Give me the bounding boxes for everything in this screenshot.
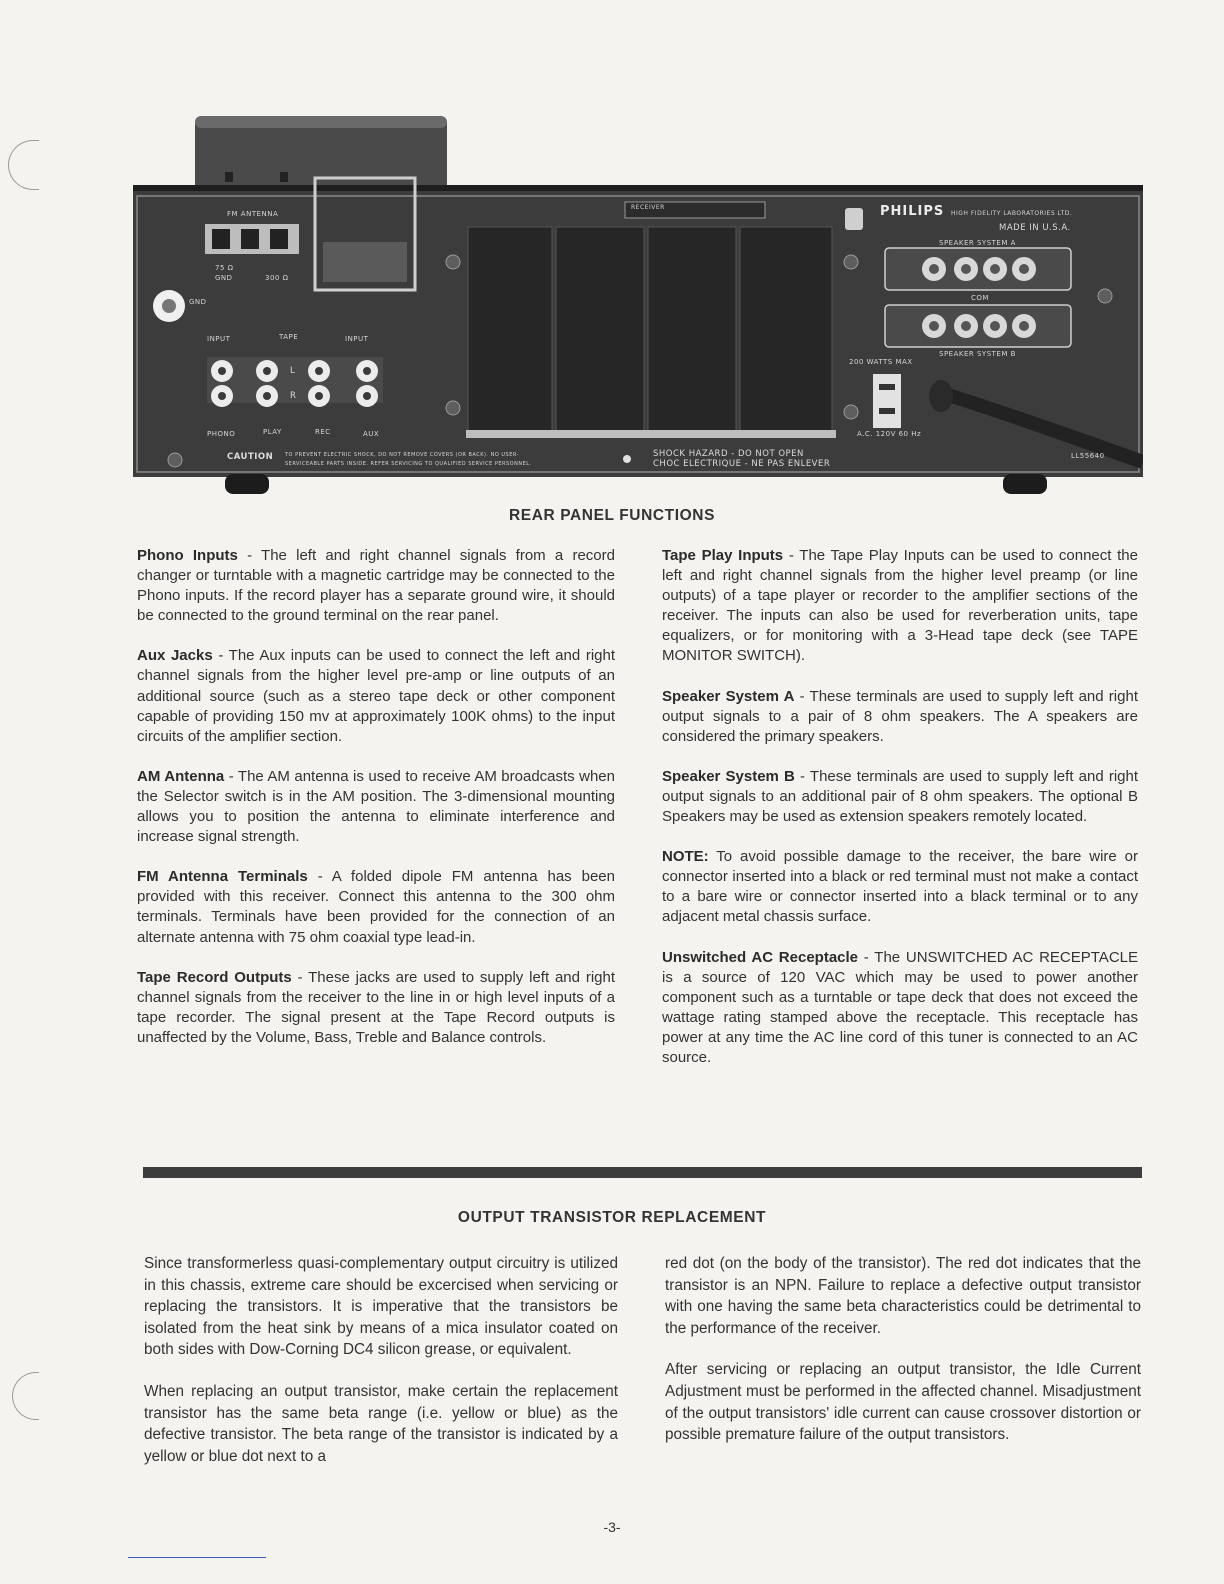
paragraph-text: - The Aux inputs can be used to connect the left and right channel signals from the higher level pre-amp or line outputs of an additional source (such as a stereo tape deck or other component capable of providing 150 mv at approximately 100K ohms) to the input circuits of the amplifier section. xyxy=(137,647,615,745)
aux-jacks-paragraph xyxy=(137,646,615,746)
cord-grommet xyxy=(929,380,953,412)
brand-logo-text: PHILIPS xyxy=(880,204,945,219)
term: FM Antenna Terminals xyxy=(137,868,308,886)
paragraph-text: - The UNSWITCHED AC RECEPTACLE is a source of 120 VAC which may be used to power another component such as a turntable or tape deck that does not exceed the wattage rating stamped above the receptacle. This receptacle has power at any time the AC line cord of this tuner is connected to an AC source. xyxy=(662,948,1138,1066)
paragraph-text: - The AM antenna is used to receive AM broadcasts when the Selector switch is in the AM position. The 3-dimensional mounting allows you to position the antenna to eliminate interference and increase signal strength. xyxy=(137,767,615,846)
phono-label: PHONO xyxy=(207,430,236,438)
term: Unswitched AC Receptacle xyxy=(662,948,859,966)
ohm300-label: 300 Ω xyxy=(265,274,289,282)
term: Tape Record Outputs xyxy=(137,968,292,986)
input-left-label: INPUT xyxy=(207,335,231,343)
gnd-post-label: GND xyxy=(189,298,207,306)
gnd-label: GND xyxy=(215,274,233,282)
paragraph-text: - The left and right channel signals from a record changer or turntable with a magnetic cartridge may be connected to the Phono inputs. If the record player has a separate ground wire, it should be connected to the ground terminal on the rear panel. xyxy=(137,547,615,625)
ohm75-label: 75 Ω xyxy=(215,264,234,272)
section-divider xyxy=(143,1167,1142,1178)
shock-line2: CHOC ELECTRIQUE - NE PAS ENLEVER xyxy=(653,459,831,469)
tape-record-paragraph xyxy=(137,968,615,1048)
serial-label: LL55640 xyxy=(1071,452,1105,460)
play-label: PLAY xyxy=(263,428,282,436)
paragraph-text: - These terminals are used to supply left and right output signals to a pair of 8 ohm speakers. The A speakers are considered the primary speakers. xyxy=(662,687,1138,745)
speaker-a-paragraph xyxy=(662,687,1138,747)
rear-panel-photo xyxy=(133,112,1143,497)
term: Phono Inputs xyxy=(137,547,238,564)
com-label: COM xyxy=(971,294,989,302)
speaker-b-paragraph xyxy=(662,767,1138,827)
scan-mark xyxy=(12,1372,39,1420)
term: NOTE: xyxy=(662,848,709,866)
page-number: -3- xyxy=(603,1519,621,1535)
am-antenna-top xyxy=(195,116,447,128)
foot xyxy=(225,474,269,494)
heat-sink-rail xyxy=(466,430,836,438)
ac-receptacle xyxy=(873,374,901,428)
channel-r-label: R xyxy=(290,391,297,401)
phono-inputs-paragraph xyxy=(137,546,615,626)
chassis-edge xyxy=(133,185,1143,191)
speaker-b-label: SPEAKER SYSTEM B xyxy=(939,350,1016,358)
rear-panel-right-column xyxy=(662,546,1138,1088)
antenna-slot xyxy=(225,172,233,182)
caution-label: CAUTION xyxy=(227,452,274,462)
transistor-left-column xyxy=(144,1253,618,1487)
fm-terminal xyxy=(241,229,259,249)
term: Aux Jacks xyxy=(137,647,213,665)
ac-receptacle-paragraph xyxy=(662,948,1138,1069)
tape-label: TAPE xyxy=(279,333,299,341)
rear-panel-drawing xyxy=(133,112,1143,497)
paragraph-text: - The Tape Play Inputs can be used to connect the left and right channel signals from the higher level preamp (or line outputs) of a tape player or recorder to the amplifier sections of the receiver. The inputs can also be used for reverberation units, tape equalizers, or for monitoring with a 3-Head tape deck (see TAPE MONITOR SWITCH). xyxy=(662,547,1138,665)
speaker-a-label: SPEAKER SYSTEM A xyxy=(939,239,1016,247)
term: AM Antenna xyxy=(137,767,225,785)
paragraph-text: - These jacks are used to supply left and right channel signals from the receiver to the line in or high level inputs of a tape recorder. The signal present at the Tape Record outputs is unaffected by the Volume, Bass, Treble and Balance controls. xyxy=(137,968,615,1046)
transistor-paragraph: Since transformerless quasi-complementary output circuitry is utilized in this chassis, extreme care should be excercised when servicing or replacing the transistors. It is imperative that the transistors be isolated from the heat sink by means of a mica insulator coated on both sides with Dow-Corning DC4 silicon grease, or equivalent. xyxy=(144,1255,618,1359)
ac-label: A.C. 120V 60 Hz xyxy=(857,430,922,438)
receiver-label: RECEIVER xyxy=(631,204,665,211)
transistor-paragraph: After servicing or replacing an output transistor, the Idle Current Adjustment must be performed in the affected channel. Misadjustment of the output transistors' idle current can cause crossover distortion or possible premature failure of the output transistors. xyxy=(665,1361,1141,1444)
term: Speaker System B xyxy=(662,767,795,785)
aux-label: AUX xyxy=(363,430,380,438)
made-in-text: MADE IN U.S.A. xyxy=(999,223,1071,233)
antenna-slot xyxy=(280,172,288,182)
fm-antenna-label: FM ANTENNA xyxy=(227,210,279,218)
note-paragraph xyxy=(662,847,1138,927)
transistor-right-column xyxy=(665,1253,1141,1466)
term: Tape Play Inputs xyxy=(662,547,784,564)
ac-slot xyxy=(879,384,895,390)
paragraph-text: To avoid possible damage to the receiver, the bare wire or connector inserted into a black or red terminal must not make a contact to a bare wire or connector inserted into a black terminal or to any adjacent metal chassis surface. xyxy=(662,848,1138,926)
rec-label: REC xyxy=(315,428,331,436)
transistor-paragraph: red dot (on the body of the transistor). The red dot indicates that the transistor is an NPN. Failure to replace a defective output transistor with one having the same beta characteristics could be detrimental to the performance of the receiver. xyxy=(665,1255,1141,1337)
gnd-post-center xyxy=(162,299,176,313)
philips-shield xyxy=(845,208,863,230)
am-antenna-paragraph xyxy=(137,767,615,847)
channel-l-label: L xyxy=(290,366,296,376)
input-right-label: INPUT xyxy=(345,335,369,343)
paragraph-text: - These terminals are used to supply left and right output signals to an additional pair of 8 ohm speakers. The optional B Speakers may be used as extension speakers remotely located. xyxy=(662,767,1139,826)
ac-slot xyxy=(879,408,895,414)
shock-line1: SHOCK HAZARD - DO NOT OPEN xyxy=(653,449,804,459)
caution-line2: SERVICEABLE PARTS INSIDE. REFER SERVICING TO QUALIFIED SERVICE PERSONNEL. xyxy=(285,461,532,467)
output-transistor-heading: OUTPUT TRANSISTOR REPLACEMENT xyxy=(457,1209,767,1226)
fm-terminal xyxy=(212,229,230,249)
fm-terminal xyxy=(270,229,288,249)
rear-panel-heading: REAR PANEL FUNCTIONS xyxy=(508,507,716,524)
watts-label: 200 WATTS MAX xyxy=(849,358,913,366)
caution-line1: TO PREVENT ELECTRIC SHOCK, DO NOT REMOVE COVERS (OR BACK). NO USER- xyxy=(285,452,519,458)
maker-text: HIGH FIDELITY LABORATORIES LTD. xyxy=(951,210,1073,217)
heat-sink-slots xyxy=(468,227,832,432)
term: Speaker System A xyxy=(662,687,795,705)
tape-play-paragraph xyxy=(662,546,1138,667)
antenna-mount xyxy=(323,242,407,282)
transistor-paragraph: When replacing an output transistor, make certain the replacement transistor has the same beta range (i.e. yellow or blue) as the defective transistor. The beta range of the transistor is indicated by a yellow or blue dot next to a xyxy=(144,1382,618,1465)
fm-antenna-paragraph xyxy=(137,867,615,947)
hazard-dot xyxy=(623,455,631,463)
foot xyxy=(1003,474,1047,494)
paragraph-text: - A folded dipole FM antenna has been provided with this receiver. Connect this antenna to the 300 ohm terminals. Terminals have been provided for the connection of an alternate antenna with 75 ohm coaxial type lead-in. xyxy=(137,868,615,946)
scan-mark xyxy=(8,140,39,190)
footer-rule xyxy=(128,1557,266,1558)
rear-panel-left-column xyxy=(137,546,615,1068)
